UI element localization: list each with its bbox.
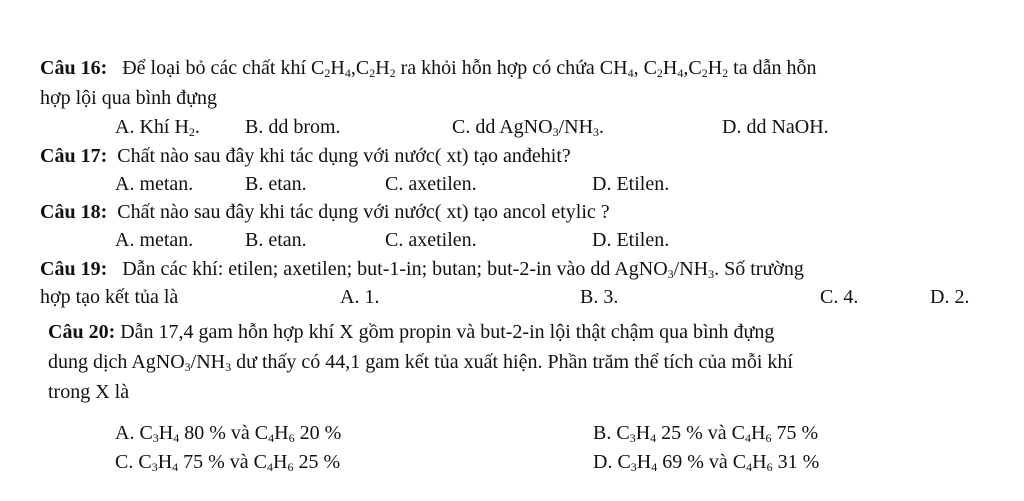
question-19-option-c[interactable]: C. 4.	[820, 286, 859, 308]
question-16-option-a[interactable]: A. Khí $H_2$.	[115, 116, 200, 139]
question-16-line-1	[40, 58, 816, 78]
question-20-option-b[interactable]: B. $C_3H_4$ 25 % và $C_4H_6$ 75 %	[593, 422, 819, 445]
question-17-option-b[interactable]: B. etan.	[245, 173, 307, 195]
question-18-line-1	[40, 202, 610, 222]
question-18-text: Chất nào sau đây khi tác dụng với nước( xt) tạo ancol etylic ?	[117, 201, 610, 223]
question-18-option-b[interactable]: B. etan.	[245, 229, 307, 251]
question-16-option-c[interactable]: C. dd $AgNO_3/NH_3$.	[452, 116, 605, 139]
question-19-line-1	[40, 259, 804, 279]
question-19-option-a[interactable]: A. 1.	[340, 286, 380, 308]
question-19-option-b[interactable]: B. 3.	[580, 286, 619, 308]
question-17-option-d[interactable]: D. Etilen.	[592, 173, 670, 195]
question-20-label: Câu 20:	[48, 321, 116, 343]
question-19-text: Dẫn các khí: etilen; axetilen; but-1-in; butan; but-2-in vào dd $AgNO_3/NH_3$. Số trường	[122, 258, 804, 281]
question-20-line-2: dung dịch $AgNO_3/NH_3$ dư thấy có 44,1 gam kết tủa xuất hiện. Phần trăm thể tích của mỗi khí	[48, 351, 793, 374]
question-17-option-c[interactable]: C. axetilen.	[385, 173, 477, 195]
question-17-option-a[interactable]: A. metan.	[115, 173, 194, 195]
question-19-label: Câu 19:	[40, 258, 108, 280]
question-20-text: Dẫn 17,4 gam hỗn hợp khí X gồm propin và but-2-in lội thật chậm qua bình đựng	[120, 321, 775, 343]
question-16-text: Để loại bỏ các chất khí $C_2H_4,C_2H_2$ ra khỏi hỗn hợp có chứa $CH_4$, $C_2H_4,C_2H_2$ ta dẫn hỗn	[122, 57, 817, 80]
question-17-text: Chất nào sau đây khi tác dụng với nước( xt) tạo anđehit?	[117, 145, 571, 167]
question-18-option-c[interactable]: C. axetilen.	[385, 229, 477, 251]
question-16-option-b[interactable]: B. dd brom.	[245, 116, 341, 138]
question-19-line-2: hợp tạo kết tủa là	[40, 286, 179, 308]
question-18-label: Câu 18:	[40, 201, 108, 223]
question-20-line-3: trong X là	[48, 381, 130, 403]
question-20-option-d[interactable]: D. $C_3H_4$ 69 % và $C_4H_6$ 31 %	[593, 451, 820, 474]
question-17-line-1	[40, 146, 571, 166]
question-17-label: Câu 17:	[40, 145, 108, 167]
question-19-option-d[interactable]: D. 2.	[930, 286, 970, 308]
question-18-option-a[interactable]: A. metan.	[115, 229, 194, 251]
question-20-option-a[interactable]: A. $C_3H_4$ 80 % và $C_4H_6$ 20 %	[115, 422, 342, 445]
question-18-option-d[interactable]: D. Etilen.	[592, 229, 670, 251]
question-20-option-c[interactable]: C. $C_3H_4$ 75 % và $C_4H_6$ 25 %	[115, 451, 341, 474]
question-16-option-d[interactable]: D. dd NaOH.	[722, 116, 829, 138]
question-16-label: Câu 16:	[40, 57, 108, 79]
question-20-line-1	[48, 322, 774, 342]
question-16-line-2: hợp lội qua bình đựng	[40, 87, 217, 109]
